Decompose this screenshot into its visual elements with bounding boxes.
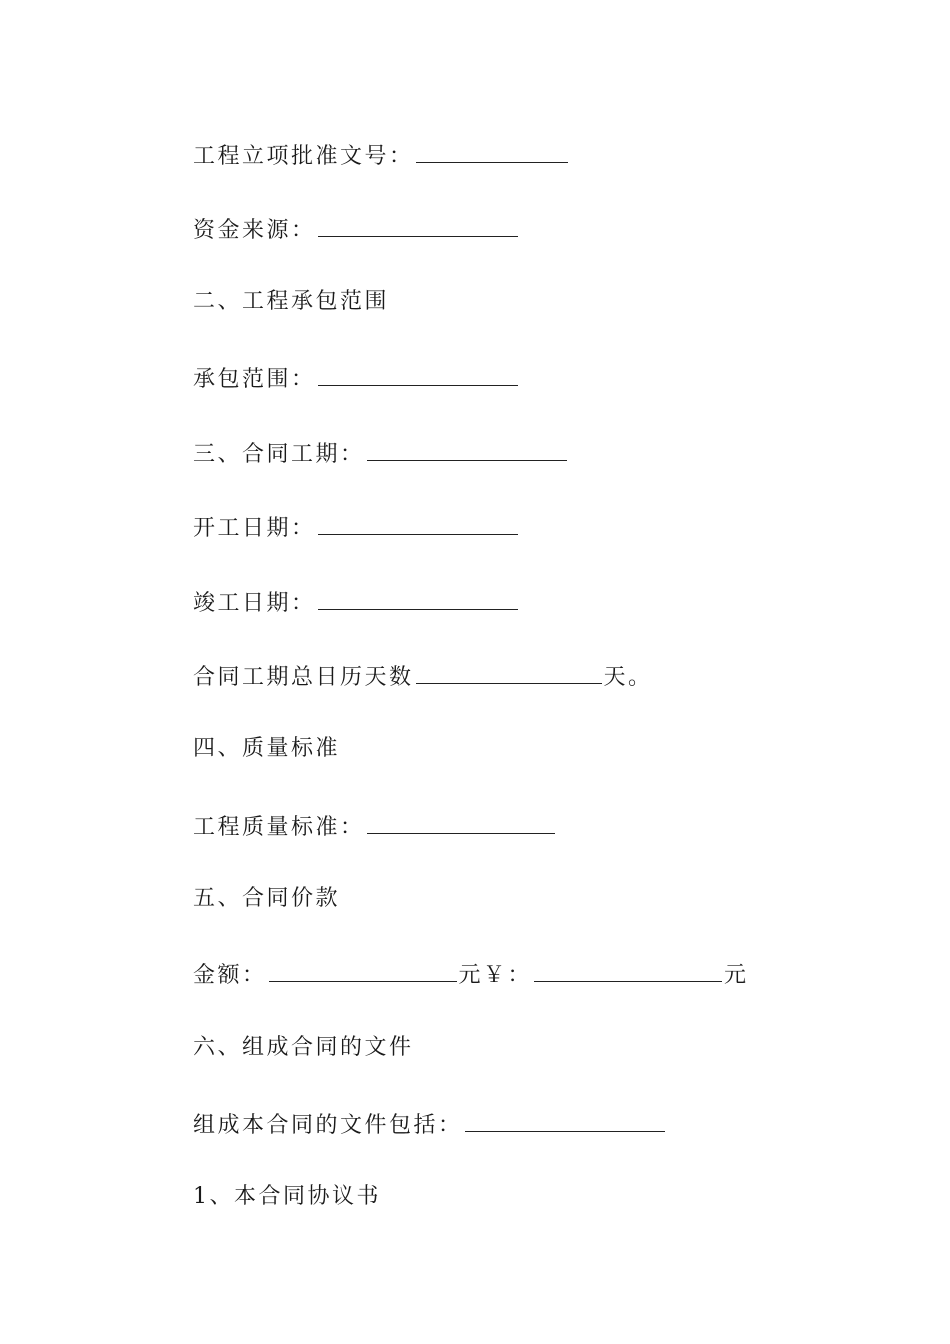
approval-number-blank: [416, 140, 568, 163]
total-days-blank: [416, 661, 602, 684]
contract-period-row: [193, 438, 569, 469]
documents-blank: [465, 1109, 665, 1132]
quality-standard-label: 工程质量标准：: [193, 815, 365, 840]
documents-row: [193, 1109, 667, 1140]
amount-figures-blank: [534, 959, 722, 982]
scope-row: [193, 363, 520, 394]
item-1: 1、本合同协议书: [193, 1184, 381, 1209]
amount-label: 金额：: [193, 963, 267, 988]
contract-period-label: 三、合同工期：: [193, 442, 365, 467]
approval-number-label: 工程立项批准文号：: [193, 144, 414, 169]
section-2-heading: 二、工程承包范围: [193, 289, 390, 314]
amount-yuan-label: 元: [724, 963, 749, 988]
section-6-heading: 六、组成合同的文件: [193, 1035, 414, 1060]
amount-words-blank: [269, 959, 457, 982]
scope-blank: [318, 363, 518, 386]
total-days-label: 合同工期总日历天数: [193, 665, 414, 690]
documents-label: 组成本合同的文件包括：: [193, 1113, 463, 1138]
section-4-heading: 四、质量标准: [193, 736, 341, 761]
start-date-label: 开工日期：: [193, 516, 316, 541]
approval-number-row: [193, 140, 570, 171]
total-days-row: [193, 661, 653, 692]
section-5-heading: 五、合同价款: [193, 886, 341, 911]
contract-period-blank: [367, 438, 567, 461]
fund-source-blank: [318, 214, 518, 237]
total-days-suffix: 天。: [603, 665, 653, 690]
quality-standard-blank: [367, 811, 555, 834]
completion-date-blank: [318, 587, 518, 610]
fund-source-label: 资金来源：: [193, 218, 316, 243]
fund-source-row: [193, 214, 520, 245]
start-date-row: [193, 512, 520, 543]
quality-standard-row: [193, 811, 557, 842]
amount-yuan-currency-label: 元￥：: [458, 963, 533, 988]
amount-row: [193, 959, 749, 990]
completion-date-row: [193, 587, 520, 618]
scope-label: 承包范围：: [193, 367, 316, 392]
start-date-blank: [318, 512, 518, 535]
completion-date-label: 竣工日期：: [193, 591, 316, 616]
